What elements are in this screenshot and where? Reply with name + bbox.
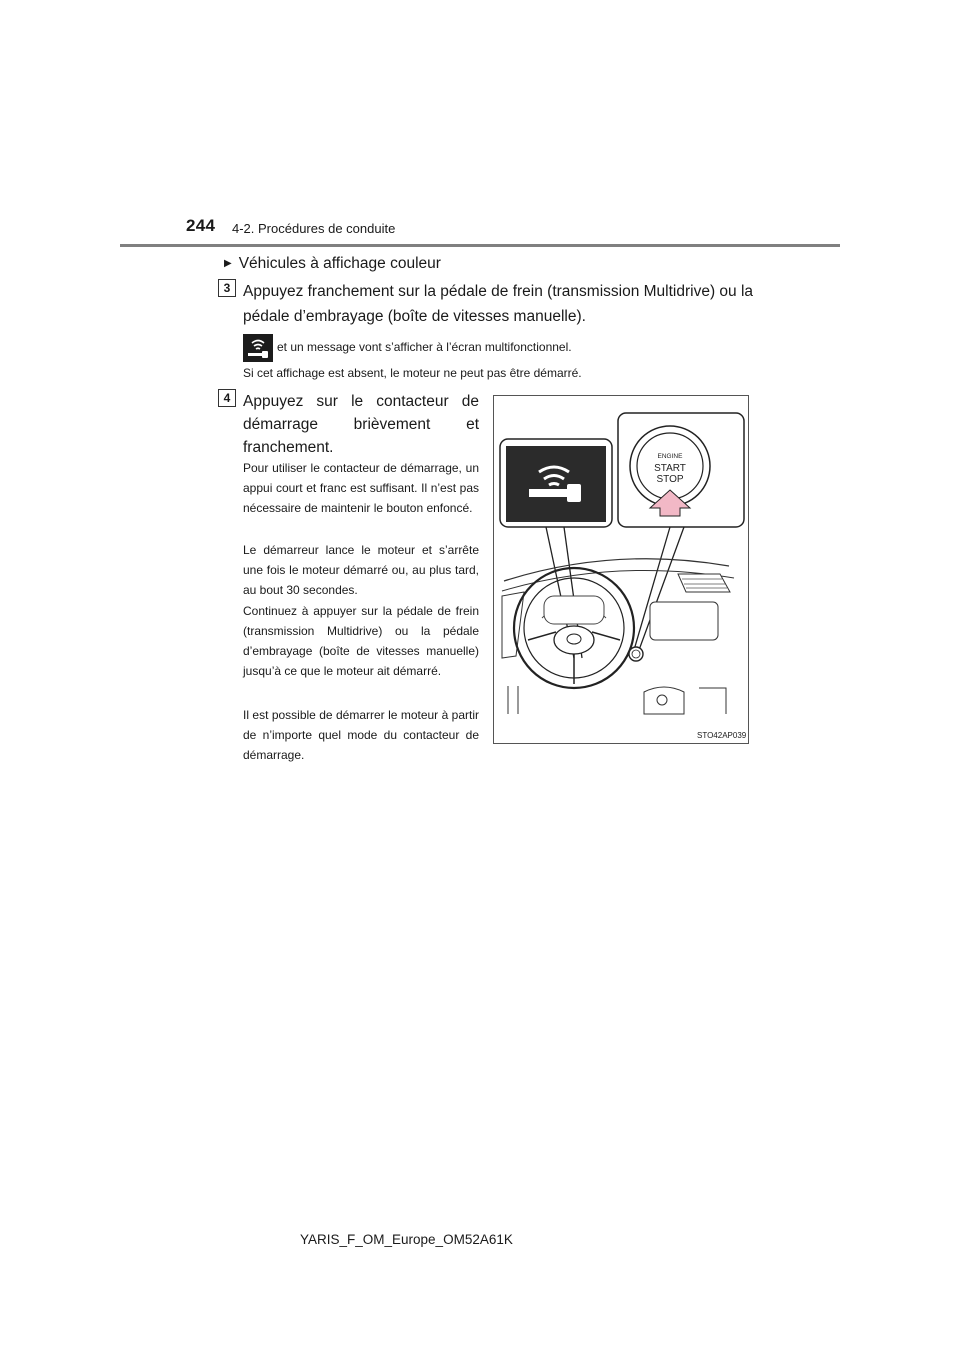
- right-panel-line: [699, 688, 726, 714]
- key-indicator-icon: [243, 334, 273, 362]
- wheel-hub: [554, 626, 594, 654]
- section-title: 4-2. Procédures de conduite: [232, 221, 396, 236]
- step-4-paragraph: Continuez à appuyer sur la pédale de frein (transmission Multidrive) ou la pédale d’embrayage (boîte de vitesses manuelle) jusqu’à ce que le moteur ait démarré.: [243, 604, 479, 678]
- dashboard-drawing: [494, 396, 748, 743]
- variant-heading-text: Véhicules à affichage couleur: [238, 255, 441, 272]
- page-number: 244: [186, 216, 216, 235]
- step-4-marker: 4: [218, 389, 236, 407]
- step-3-marker: 3: [218, 279, 236, 297]
- button-label-start: START: [654, 463, 686, 474]
- air-vent: [678, 574, 730, 592]
- step-4-paragraph: Pour utiliser le contacteur de démarrage, un appui court et franc est suffisant. Il n’est pas nécessaire de maintenir le bouton enfoncé.: [243, 461, 479, 515]
- absent-note: Si cet affichage est absent, le moteur ne peut pas être démarré.: [243, 366, 582, 380]
- variant-heading: [224, 255, 441, 273]
- meter-cluster: [544, 596, 604, 624]
- step-4-paragraph: Il est possible de démarrer le moteur à partir de n’importe quel mode du contacteur de démarrage.: [243, 708, 479, 762]
- gear-console: [644, 687, 684, 714]
- center-console-screen: [650, 602, 718, 640]
- illustration-code: STO42AP039: [697, 731, 747, 740]
- header-rule: [120, 244, 840, 247]
- button-label-stop: STOP: [656, 474, 684, 485]
- step-4-paragraph: Le démarreur lance le moteur et s’arrête une fois le moteur démarré ou, au plus tard, au bout 30 secondes.: [243, 543, 479, 597]
- lower-panel-lines: [508, 686, 518, 714]
- step-3-instruction: Appuyez franchement sur la pédale de frein (transmission Multidrive) ou la pédale d’embrayage (boîte de vitesses manuelle).: [243, 283, 754, 325]
- dashboard-illustration: [493, 395, 749, 744]
- engine-button-small: [629, 647, 643, 661]
- key-head: [567, 484, 581, 502]
- indicator-note-text: et un message vont s’afficher à l’écran multifonctionnel.: [277, 340, 572, 355]
- triangle-bullet-icon: ▶: [224, 258, 232, 269]
- footer-document-id: YARIS_F_OM_Europe_OM52A61K: [300, 1232, 513, 1247]
- button-label-engine: ENGINE: [657, 453, 683, 460]
- indicator-note: [243, 334, 572, 362]
- step-4-instruction: Appuyez sur le contacteur de démarrage brièvement et franchement.: [243, 393, 479, 456]
- key-shaft: [529, 489, 567, 497]
